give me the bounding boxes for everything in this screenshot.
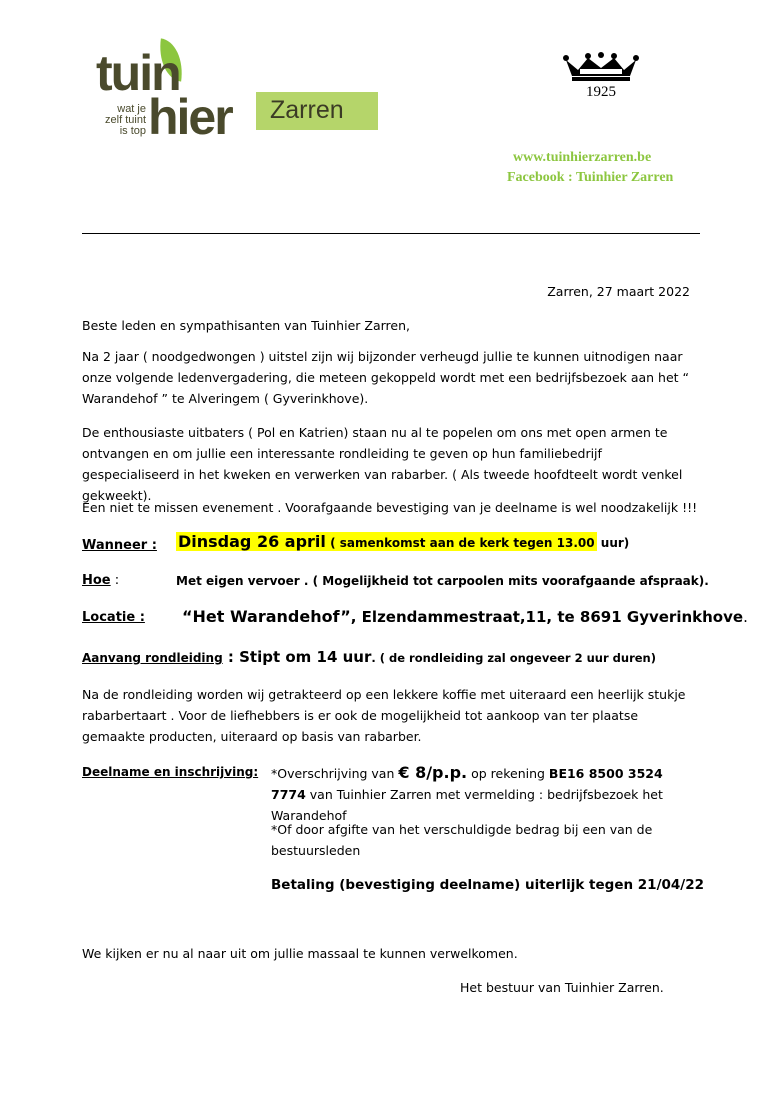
tagline-line: is top [119,125,146,137]
locatie-address: , Elzendammestraat,11, te 8691 Gyverinkhove [350,608,744,626]
hoe-text: Met eigen vervoer . ( Mogelijkheid tot carpoolen mits voorafgaande afspraak). [176,574,709,588]
wanneer-tail: uur) [596,536,630,550]
locatie-value [182,607,748,626]
logo [96,40,256,150]
aanvang-row [82,647,656,666]
iban: BE16 8500 3524 7774 [271,766,663,802]
closing-line: We kijken er nu al naar uit om jullie massaal te kunnen verwelkomen. [82,946,518,961]
signature: Het bestuur van Tuinhier Zarren. [460,980,664,995]
paragraph-1: Na 2 jaar ( noodgedwongen ) uitstel zijn wij bijzonder verheugd jullie te kunnen uitnodigen naar onze volgende ledenvergadering, die meteen gekoppeld wordt met een bedrijfsbezoek aan het “ Warandehof ” te Alveringem ( Gyverinkhove). [82,349,690,406]
locatie-label: Locatie : [82,610,145,625]
crown-icon [562,52,640,82]
tagline-line: zelf tuint [105,114,146,126]
crown-emblem [562,52,640,102]
hoe-label-wrap [82,573,119,588]
locatie-name: “Het Warandehof” [182,607,351,626]
d1-text-a: *Overschrijving van [271,766,399,781]
locatie-end: . [743,608,748,626]
hoe-colon: : [110,573,120,588]
deelname-label: Deelname en inschrijving: [82,765,259,779]
d1-text-b: op rekening [467,766,549,781]
letter-date: Zarren, 27 maart 2022 [547,284,690,299]
paragraph-2: De enthousiaste uitbaters ( Pol en Katrien) staan nu al te popelen om ons met open armen te ontvangen en om jullie een interessante rondleiding te geven op hun familiebedrijf gespecialiseerd in het kweken en verwerken van rabarber. ( Als tweede hoofdteelt wordt venkel gekweekt). [82,425,683,503]
aanvang-note: . ( de rondleiding zal ongeveer 2 uur duren) [371,651,656,665]
deelname-option-1 [271,762,701,826]
crown-year: 1925 [586,84,616,100]
wanneer-note: ( samenkomst aan de kerk tegen 13.00 [325,536,595,550]
wanneer-value [176,532,629,551]
wanneer-main: Dinsdag 26 april [178,532,326,551]
facebook-link[interactable]: Facebook : Tuinhier Zarren [507,170,674,185]
greeting: Beste leden en sympathisanten van Tuinhier Zarren, [82,318,410,333]
deelname-option-2: *Of door afgifte van het verschuldigde bedrag bij een van de bestuursleden [271,822,653,858]
logo-tagline [96,104,146,137]
website-link[interactable]: www.tuinhierzarren.be [513,150,652,165]
hoe-label: Hoe [82,573,111,588]
aanvang-main: Stipt om 14 uur [233,648,372,666]
wanneer-label: Wanneer : [82,538,157,553]
wanneer-highlight [176,532,597,551]
logo-zarren-box: Zarren [256,92,378,130]
d1-text-c: van Tuinhier Zarren met vermelding : bedrijfsbezoek het Warandehof [271,787,663,823]
paragraph-4: Na de rondleiding worden wij getrakteerd op een lekkere koffie met uiteraard een heerlijk stukje rabarbertaart . Voor de liefhebbers is er ook de mogelijkheid tot aankoop van ter plaatse gemaakte producten, uiteraard op basis van rabarber. [82,687,686,744]
tagline-line: wat je [117,103,146,115]
logo-hier-text: hier [148,89,232,145]
price: € 8/p.p. [398,763,468,782]
aanvang-label: Aanvang rondleiding [82,651,223,665]
betaling-deadline: Betaling (bevestiging deelname) uiterlijk tegen 21/04/22 [271,877,705,893]
paragraph-3: Een niet te missen evenement . Voorafgaande bevestiging van je deelname is wel noodzakelijk !!! [82,500,698,515]
aanvang-colon: : [222,648,234,666]
logo-tuin-text: tuin [96,45,180,101]
header-divider [82,233,700,234]
